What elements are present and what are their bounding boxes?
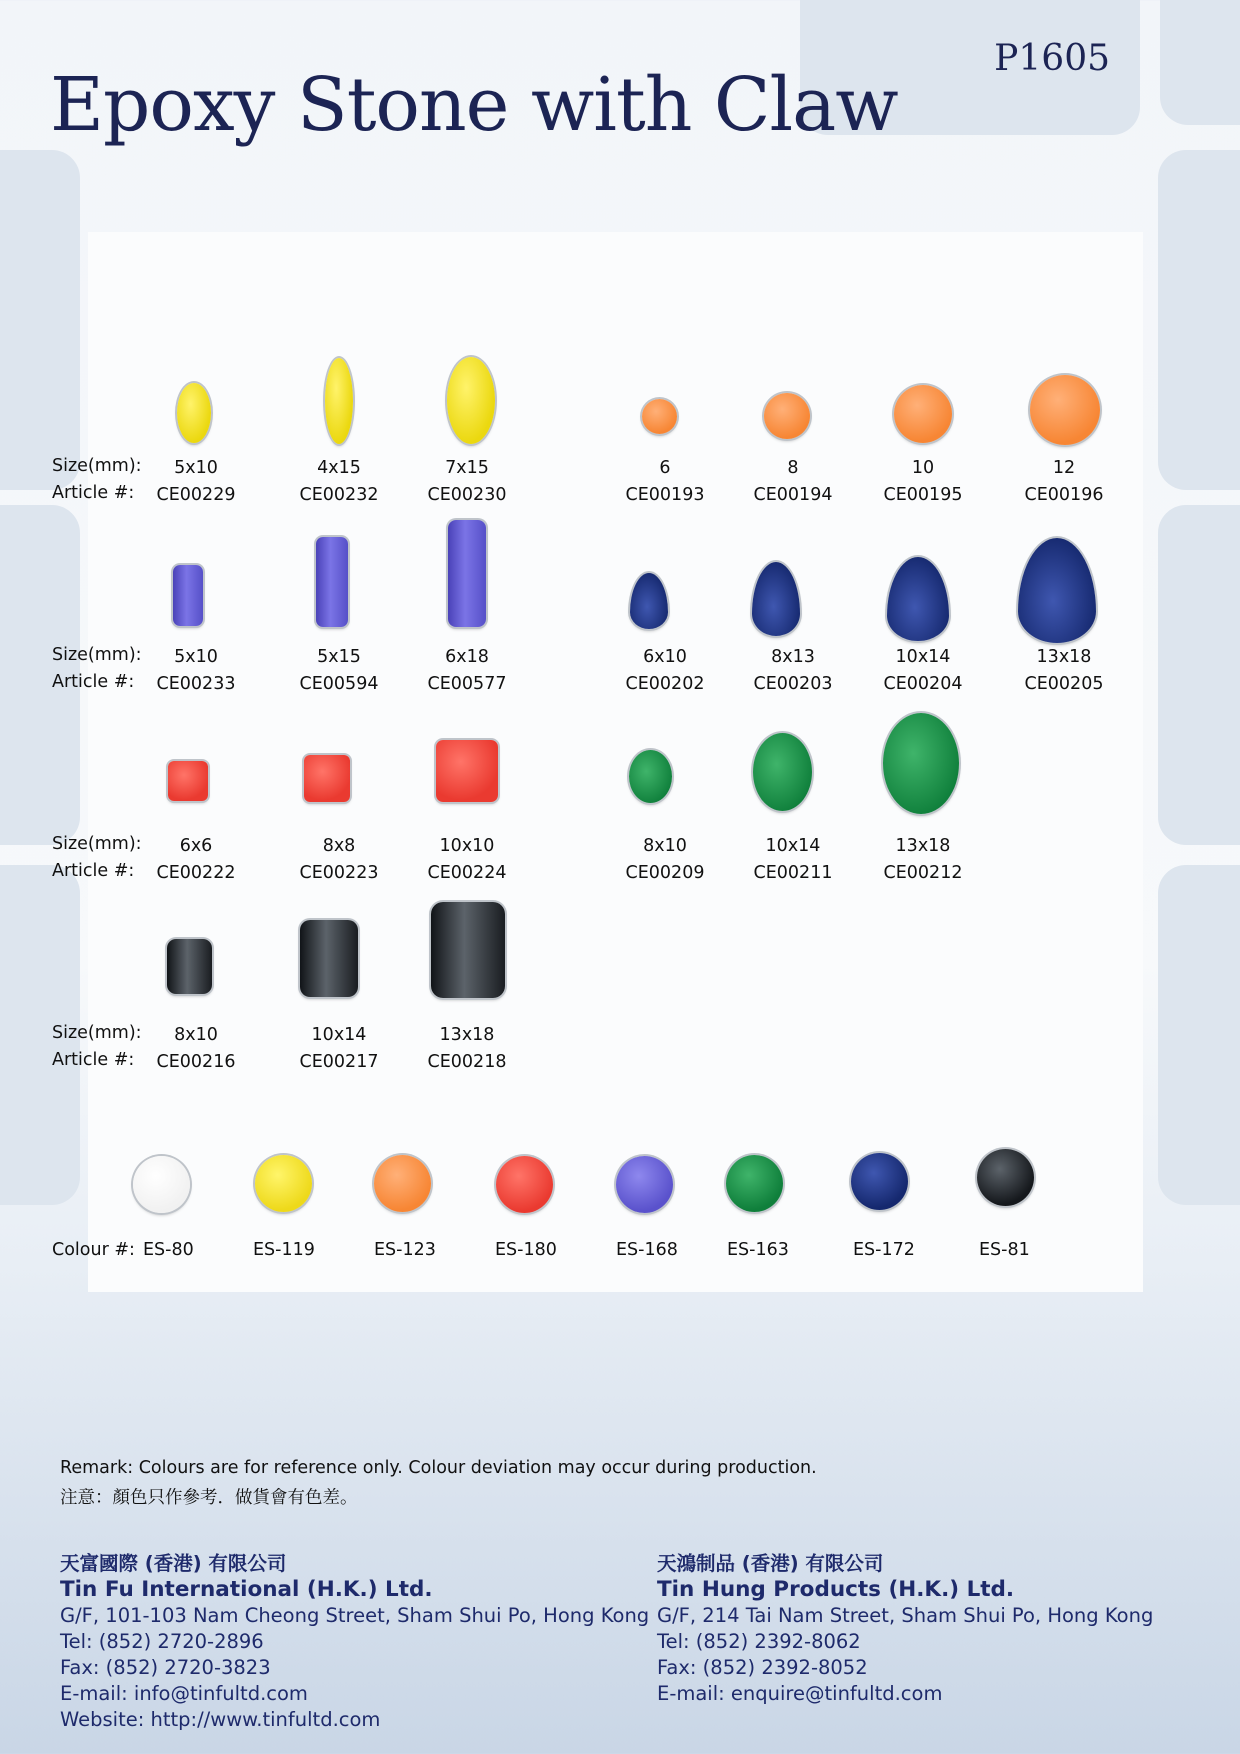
product-item (1004, 455, 1124, 509)
product-item (136, 644, 256, 698)
product-item (279, 833, 399, 887)
product-size: 6x10 (643, 647, 687, 667)
product-article: CE00223 (299, 863, 379, 883)
remark-english: Remark: Colours are for reference only. Colour deviation may occur during production. (60, 1458, 817, 1478)
background-tile (1160, 0, 1240, 125)
stone-orange-round (642, 399, 677, 434)
stone-red-square (168, 761, 208, 801)
company-tel: Tel: (852) 2720-2896 (60, 1630, 264, 1653)
article-label: Article #: (52, 1050, 135, 1070)
product-article: CE00211 (753, 863, 833, 883)
colour-code: ES-81 (979, 1240, 1030, 1260)
stone-green-oval (629, 750, 672, 803)
product-article: CE00577 (427, 674, 507, 694)
colour-code: ES-180 (495, 1240, 557, 1260)
article-label: Article #: (52, 672, 135, 692)
size-label: Size(mm): (52, 834, 142, 854)
product-size: 10x14 (765, 836, 821, 856)
company-address: G/F, 101-103 Nam Cheong Street, Sham Shui Po, Hong Kong (60, 1604, 650, 1627)
product-item (407, 455, 527, 509)
company-tin-fu (60, 1551, 649, 1733)
product-article: CE00196 (1024, 485, 1104, 505)
product-article: CE00195 (883, 485, 963, 505)
product-article: CE00204 (883, 674, 963, 694)
size-label: Size(mm): (52, 645, 142, 665)
product-size: 8 (787, 458, 799, 478)
product-item (407, 644, 527, 698)
product-size: 4x15 (317, 458, 361, 478)
background-tile (0, 150, 80, 490)
product-item (136, 455, 256, 509)
product-panel (88, 232, 1143, 1292)
colour-code: ES-172 (853, 1240, 915, 1260)
product-item (136, 1022, 256, 1076)
stone-orange-round (764, 393, 810, 439)
product-item (733, 455, 853, 509)
product-article: CE00212 (883, 863, 963, 883)
product-item (136, 833, 256, 887)
product-size: 8x10 (174, 1025, 218, 1045)
stone-black-octagon (167, 939, 212, 994)
product-item (279, 1022, 399, 1076)
product-size: 13x18 (439, 1025, 495, 1045)
colour-swatch (616, 1156, 673, 1213)
product-size: 6x18 (445, 647, 489, 667)
product-article: CE00230 (427, 485, 507, 505)
stone-purple-rectangle (316, 537, 348, 627)
colour-code: ES-123 (374, 1240, 436, 1260)
product-item (407, 833, 527, 887)
product-item (605, 455, 725, 509)
company-email: E-mail: info@tinfultd.com (60, 1682, 308, 1705)
colour-swatch (496, 1156, 553, 1213)
company-name-english: Tin Hung Products (H.K.) Ltd. (657, 1577, 1015, 1602)
product-article: CE00209 (625, 863, 705, 883)
stone-orange-round (894, 385, 952, 443)
product-item (863, 644, 983, 698)
page-title: Epoxy Stone with Claw (50, 62, 898, 148)
stone-yellow-navette (325, 358, 353, 444)
product-article: CE00594 (299, 674, 379, 694)
product-item (605, 833, 725, 887)
product-size: 13x18 (1036, 647, 1092, 667)
company-name-chinese: 天富國際 (香港) 有限公司 (60, 1552, 287, 1575)
product-item (407, 1022, 527, 1076)
background-tile (1158, 865, 1240, 1205)
product-article: CE00224 (427, 863, 507, 883)
stone-red-square (304, 755, 350, 802)
product-article: CE00222 (156, 863, 236, 883)
product-article: CE00194 (753, 485, 833, 505)
product-item (279, 644, 399, 698)
product-size: 10x14 (895, 647, 951, 667)
product-article: CE00203 (753, 674, 833, 694)
colour-code: ES-168 (616, 1240, 678, 1260)
product-item (863, 833, 983, 887)
product-size: 8x13 (771, 647, 815, 667)
stone-red-square (436, 740, 498, 802)
product-size: 5x10 (174, 647, 218, 667)
company-fax: Fax: (852) 2720-3823 (60, 1656, 271, 1679)
product-item (733, 644, 853, 698)
colour-label: Colour #: (52, 1240, 135, 1260)
product-item (733, 833, 853, 887)
remark-chinese: 注意：顏色只作參考．做貨會有色差。 (60, 1488, 358, 1508)
stone-yellow-navette (447, 357, 495, 444)
company-name-chinese: 天鴻制品 (香港) 有限公司 (657, 1552, 884, 1575)
stone-black-octagon (300, 920, 358, 997)
product-article: CE00217 (299, 1052, 379, 1072)
product-size: 5x15 (317, 647, 361, 667)
colour-swatch (374, 1155, 431, 1212)
product-size: 12 (1052, 458, 1076, 478)
product-article: CE00202 (625, 674, 705, 694)
stone-purple-rectangle (173, 565, 203, 626)
product-size: 10x10 (439, 836, 495, 856)
size-label: Size(mm): (52, 1023, 142, 1043)
product-article: CE00229 (156, 485, 236, 505)
product-item (279, 455, 399, 509)
stone-yellow-navette (177, 383, 211, 443)
colour-code: ES-80 (143, 1240, 194, 1260)
product-size: 8x8 (322, 836, 356, 856)
product-article: CE00218 (427, 1052, 507, 1072)
background-tile (1158, 150, 1240, 490)
product-item (1004, 644, 1124, 698)
colour-swatch (851, 1153, 908, 1210)
company-website: Website: http://www.tinfultd.com (60, 1708, 381, 1731)
product-size: 6 (659, 458, 671, 478)
product-article: CE00232 (299, 485, 379, 505)
colour-swatch (133, 1156, 190, 1213)
colour-swatch (977, 1149, 1034, 1206)
product-size: 10 (911, 458, 935, 478)
product-item (605, 644, 725, 698)
colour-code: ES-119 (253, 1240, 315, 1260)
colour-swatch (255, 1155, 312, 1212)
stone-black-octagon (431, 902, 505, 998)
background-tile (1158, 505, 1240, 845)
colour-swatch (726, 1155, 783, 1212)
company-tel: Tel: (852) 2392-8062 (657, 1630, 861, 1653)
product-item (863, 455, 983, 509)
product-size: 6x6 (179, 836, 213, 856)
product-size: 7x15 (445, 458, 489, 478)
colour-code: ES-163 (727, 1240, 789, 1260)
stone-purple-rectangle (448, 520, 486, 627)
product-article: CE00205 (1024, 674, 1104, 694)
company-tin-hung (657, 1551, 1153, 1707)
article-label: Article #: (52, 483, 135, 503)
product-size: 13x18 (895, 836, 951, 856)
stone-green-oval (883, 713, 959, 814)
product-article: CE00193 (625, 485, 705, 505)
stone-green-oval (753, 733, 812, 811)
product-size: 10x14 (311, 1025, 367, 1045)
product-size: 5x10 (174, 458, 218, 478)
document-code: P1605 (994, 38, 1110, 79)
product-size: 8x10 (643, 836, 687, 856)
company-email: E-mail: enquire@tinfultd.com (657, 1682, 943, 1705)
company-name-english: Tin Fu International (H.K.) Ltd. (60, 1577, 433, 1602)
company-fax: Fax: (852) 2392-8052 (657, 1656, 868, 1679)
product-article: CE00233 (156, 674, 236, 694)
company-address: G/F, 214 Tai Nam Street, Sham Shui Po, Hong Kong (657, 1604, 1154, 1627)
article-label: Article #: (52, 861, 135, 881)
product-article: CE00216 (156, 1052, 236, 1072)
stone-orange-round (1030, 375, 1100, 445)
size-label: Size(mm): (52, 456, 142, 476)
